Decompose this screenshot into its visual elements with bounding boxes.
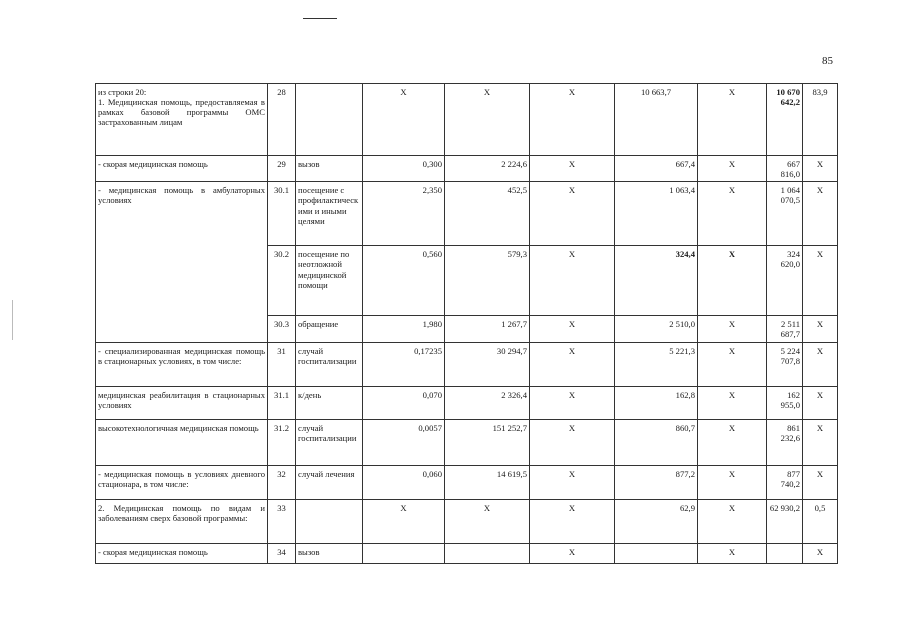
cell-c2: X xyxy=(445,499,530,543)
row-line-number: 30.1 xyxy=(268,182,296,246)
cell-c3: X xyxy=(530,156,615,182)
row-unit: вызов xyxy=(296,156,363,182)
cell-c4: 324,4 xyxy=(615,246,698,316)
cell-c4: 860,7 xyxy=(615,419,698,465)
cell-c1: 2,350 xyxy=(363,182,445,246)
cell-c7: X xyxy=(803,246,838,316)
cell-c7: X xyxy=(803,465,838,499)
cell-c6 xyxy=(767,543,803,563)
cell-c1: 0,0057 xyxy=(363,419,445,465)
cell-c3: X xyxy=(530,342,615,386)
cell-c2: 2 224,6 xyxy=(445,156,530,182)
row-line-number: 30.3 xyxy=(268,316,296,342)
cell-c7: X xyxy=(803,316,838,342)
cell-c5: X xyxy=(698,84,767,156)
cell-c7: X xyxy=(803,419,838,465)
table-row xyxy=(96,499,838,543)
cell-c4: 162,8 xyxy=(615,386,698,419)
top-rule-line xyxy=(303,18,337,19)
row-unit: обращение xyxy=(296,316,363,342)
row-unit: случай госпитализации xyxy=(296,342,363,386)
cell-c3: X xyxy=(530,465,615,499)
cell-c6: 10 670 642,2 xyxy=(767,84,803,156)
row-line-number: 31 xyxy=(268,342,296,386)
row-unit: к/день xyxy=(296,386,363,419)
table-row xyxy=(96,84,838,156)
cell-c7: X xyxy=(803,543,838,563)
cell-c4: 5 221,3 xyxy=(615,342,698,386)
cell-c7: X xyxy=(803,182,838,246)
row-name: из строки 20: 1. Медицинская помощь, предоставляемая в рамках базовой программы ОМС застрахованным лицам xyxy=(96,84,268,156)
cell-c5: X xyxy=(698,543,767,563)
cell-c2: 452,5 xyxy=(445,182,530,246)
cell-c1: 0,300 xyxy=(363,156,445,182)
row-line-number: 32 xyxy=(268,465,296,499)
cell-c1: 0,060 xyxy=(363,465,445,499)
cell-c2: 579,3 xyxy=(445,246,530,316)
cell-c4 xyxy=(615,543,698,563)
cell-c5: X xyxy=(698,419,767,465)
row-name: 2. Медицинская помощь по видам и заболеваниям сверх базовой программы: xyxy=(96,499,268,543)
row-line-number: 34 xyxy=(268,543,296,563)
page-number: 85 xyxy=(822,55,833,67)
cell-c1 xyxy=(363,543,445,563)
cell-c3: X xyxy=(530,499,615,543)
cell-c7: X xyxy=(803,386,838,419)
row-line-number: 28 xyxy=(268,84,296,156)
cell-c5: X xyxy=(698,182,767,246)
cell-c3: X xyxy=(530,419,615,465)
row-unit xyxy=(296,84,363,156)
row-unit: вызов xyxy=(296,543,363,563)
cell-c3: X xyxy=(530,543,615,563)
cell-c7: 83,9 xyxy=(803,84,838,156)
row-unit: посещение с профилактическими и иными целями xyxy=(296,182,363,246)
table-row xyxy=(96,156,838,182)
cell-c4: 2 510,0 xyxy=(615,316,698,342)
cell-c5: X xyxy=(698,246,767,316)
cell-c1: X xyxy=(363,84,445,156)
cell-c2: 2 326,4 xyxy=(445,386,530,419)
row-name: - медицинская помощь в амбулаторных условиях xyxy=(96,182,268,342)
cell-c7: 0,5 xyxy=(803,499,838,543)
row-name: - специализированная медицинская помощь в стационарных условиях, в том числе: xyxy=(96,342,268,386)
cell-c6: 861 232,6 xyxy=(767,419,803,465)
row-name: высокотехнологичная медицинская помощь xyxy=(96,419,268,465)
cell-c1: 0,560 xyxy=(363,246,445,316)
cell-c3: X xyxy=(530,182,615,246)
cell-c2: 14 619,5 xyxy=(445,465,530,499)
cell-c6: 667 816,0 xyxy=(767,156,803,182)
row-name: - скорая медицинская помощь xyxy=(96,156,268,182)
cell-c1: 1,980 xyxy=(363,316,445,342)
table-row xyxy=(96,543,838,563)
cell-c6: 324 620,0 xyxy=(767,246,803,316)
cell-c1: X xyxy=(363,499,445,543)
cell-c3: X xyxy=(530,246,615,316)
row-unit: посещение по неотложной медицинской помощи xyxy=(296,246,363,316)
cell-c5: X xyxy=(698,156,767,182)
cell-c1: 0,070 xyxy=(363,386,445,419)
cell-c4: 1 063,4 xyxy=(615,182,698,246)
row-line-number: 31.1 xyxy=(268,386,296,419)
row-unit: случай госпитализации xyxy=(296,419,363,465)
cell-c6: 62 930,2 xyxy=(767,499,803,543)
row-unit: случай лечения xyxy=(296,465,363,499)
cell-c5: X xyxy=(698,316,767,342)
table-row xyxy=(96,342,838,386)
cell-c7: X xyxy=(803,156,838,182)
cell-c6: 877 740,2 xyxy=(767,465,803,499)
margin-mark xyxy=(12,300,13,340)
row-line-number: 30.2 xyxy=(268,246,296,316)
cell-c2: X xyxy=(445,84,530,156)
cell-c6: 162 955,0 xyxy=(767,386,803,419)
cell-c3: X xyxy=(530,316,615,342)
cell-c7: X xyxy=(803,342,838,386)
cell-c5: X xyxy=(698,386,767,419)
cell-c6: 5 224 707,8 xyxy=(767,342,803,386)
cell-c5: X xyxy=(698,499,767,543)
cell-c3: X xyxy=(530,84,615,156)
cell-c6: 2 511 687,7 xyxy=(767,316,803,342)
table-row xyxy=(96,386,838,419)
cell-c2: 151 252,7 xyxy=(445,419,530,465)
row-line-number: 29 xyxy=(268,156,296,182)
cell-c4: 667,4 xyxy=(615,156,698,182)
row-name: - скорая медицинская помощь xyxy=(96,543,268,563)
row-name: - медицинская помощь в условиях дневного стационара, в том числе: xyxy=(96,465,268,499)
financing-table xyxy=(95,83,838,564)
cell-c4: 62,9 xyxy=(615,499,698,543)
table-row xyxy=(96,419,838,465)
cell-c3: X xyxy=(530,386,615,419)
cell-c2 xyxy=(445,543,530,563)
row-unit xyxy=(296,499,363,543)
cell-c4: 877,2 xyxy=(615,465,698,499)
row-line-number: 33 xyxy=(268,499,296,543)
row-line-number: 31.2 xyxy=(268,419,296,465)
cell-c4: 10 663,7 xyxy=(615,84,698,156)
cell-c6: 1 064 070,5 xyxy=(767,182,803,246)
cell-c1: 0,17235 xyxy=(363,342,445,386)
cell-c2: 1 267,7 xyxy=(445,316,530,342)
row-name: медицинская реабилитация в стационарных условиях xyxy=(96,386,268,419)
cell-c2: 30 294,7 xyxy=(445,342,530,386)
table-row xyxy=(96,465,838,499)
cell-c5: X xyxy=(698,342,767,386)
cell-c5: X xyxy=(698,465,767,499)
table-row xyxy=(96,182,838,246)
